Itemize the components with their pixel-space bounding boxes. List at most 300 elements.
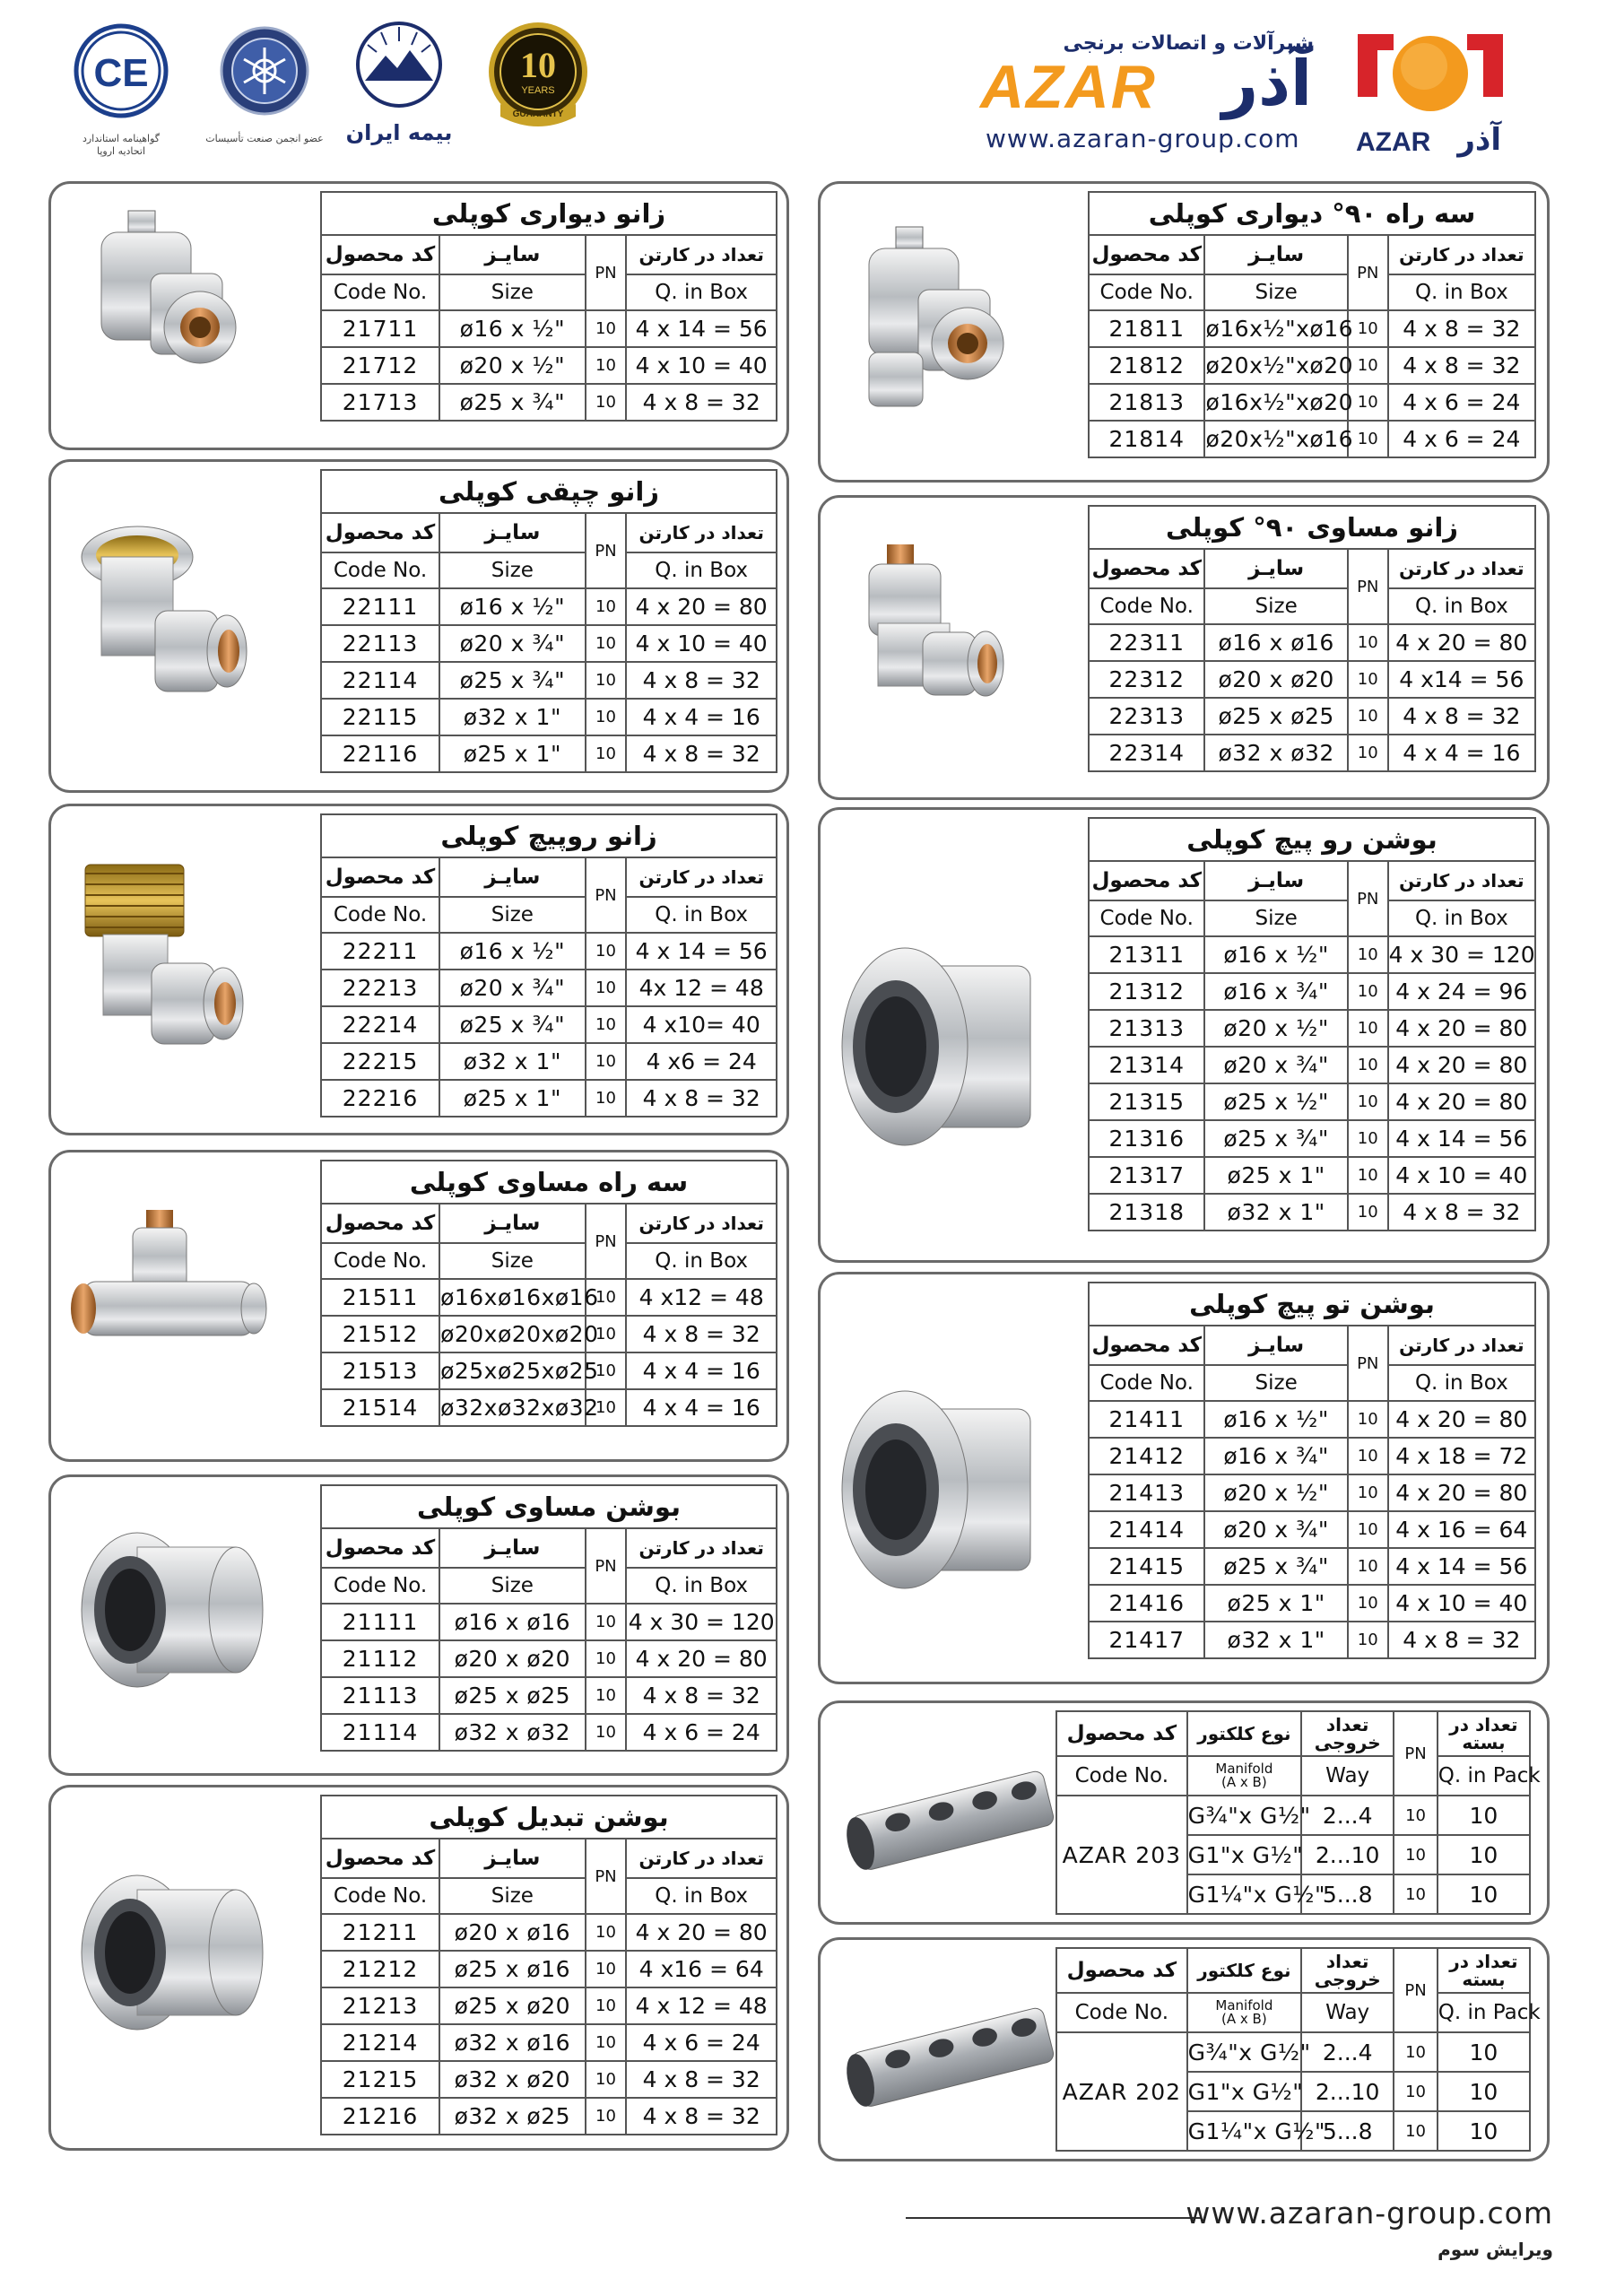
header-code-fa: کد محصول xyxy=(1089,1326,1204,1365)
size-cell: ø32 x 1" xyxy=(1204,1194,1347,1231)
box-cell: 4 x 20 = 80 xyxy=(1388,624,1535,661)
manifold-type-cell: G1"x G½" xyxy=(1187,1835,1301,1874)
header-code-en: Code No. xyxy=(321,552,439,588)
header-size-fa: سایـز xyxy=(439,857,586,897)
pn-cell: 10 xyxy=(1348,735,1388,771)
header-code-fa: کد محصول xyxy=(321,1528,439,1568)
pn-cell: 10 xyxy=(1348,421,1388,457)
header-outlets-en: Way xyxy=(1301,1993,1394,2032)
product-title: بوشن تو پیچ کوپلی xyxy=(1089,1283,1535,1326)
size-cell: ø20x½"xø20 xyxy=(1204,347,1347,384)
table-row xyxy=(1089,1622,1535,1658)
code-cell: 21412 xyxy=(1089,1438,1204,1474)
size-cell: ø25 x ¾" xyxy=(439,384,586,421)
pn-cell: 10 xyxy=(1348,1548,1388,1585)
table-row xyxy=(1089,1047,1535,1083)
product-photo-icon xyxy=(833,534,1048,770)
header-box-fa: تعداد در کارتن xyxy=(1388,1326,1535,1365)
manifold-panel xyxy=(818,1700,1550,1925)
code-cell: 21711 xyxy=(321,310,439,347)
pn-cell: 10 xyxy=(1348,661,1388,698)
size-cell: ø32 x ø20 xyxy=(439,2061,586,2098)
table-row xyxy=(1089,1474,1535,1511)
sun-logo-icon xyxy=(1354,27,1507,126)
size-cell: ø25 x ¾" xyxy=(439,662,586,699)
table-row xyxy=(321,1987,777,2024)
code-cell: 22114 xyxy=(321,662,439,699)
code-cell: 22214 xyxy=(321,1006,439,1043)
way-cell: 2...4 xyxy=(1301,2032,1394,2072)
table-row xyxy=(321,699,777,735)
table-row xyxy=(321,2061,777,2098)
box-cell: 4 x 20 = 80 xyxy=(626,588,777,625)
box-cell: 4x 12 = 48 xyxy=(626,970,777,1006)
code-cell: 21411 xyxy=(1089,1401,1204,1438)
header-size-fa: سایـز xyxy=(439,1204,586,1243)
pn-cell: 10 xyxy=(1348,1622,1388,1658)
table-row xyxy=(1089,1585,1535,1622)
manifold-code: AZAR 202 xyxy=(1056,2032,1187,2151)
pn-cell: 10 xyxy=(586,1279,627,1316)
box-cell: 4 x 10 = 40 xyxy=(1388,1157,1535,1194)
header-code-fa: کد محصول xyxy=(1056,1948,1187,1993)
code-cell: 21112 xyxy=(321,1640,439,1677)
code-cell: 21216 xyxy=(321,2098,439,2135)
product-title: زانو روپیچ کوپلی xyxy=(321,814,777,857)
pn-cell: 10 xyxy=(586,2024,627,2061)
header-box-fa: تعداد در کارتن xyxy=(626,1204,777,1243)
table-row xyxy=(1089,1548,1535,1585)
table-row xyxy=(1056,2032,1530,2072)
header-box-fa: تعداد در کارتن xyxy=(626,1528,777,1568)
product-panel xyxy=(48,1474,789,1776)
header-size-en: Size xyxy=(439,897,586,933)
pn-cell: 10 xyxy=(586,310,627,347)
header-pn: PN xyxy=(586,235,627,310)
code-cell: 21417 xyxy=(1089,1622,1204,1658)
code-cell: 21712 xyxy=(321,347,439,384)
box-cell: 4 x 24 = 96 xyxy=(1388,973,1535,1010)
pn-cell: 10 xyxy=(1348,1511,1388,1548)
spec-table xyxy=(1088,505,1536,772)
table-row xyxy=(321,1714,777,1751)
code-cell: 21213 xyxy=(321,1987,439,2024)
header-pack-en: Q. in Pack xyxy=(1438,1756,1530,1796)
product-title: بوشن رو پیچ کوپلی xyxy=(1089,818,1535,861)
box-cell: 4 x6 = 24 xyxy=(626,1043,777,1080)
header-size-en: Size xyxy=(439,1568,586,1604)
product-photo-icon xyxy=(65,1511,281,1748)
brand-latin: AZAR xyxy=(980,53,1157,121)
table-row xyxy=(1089,735,1535,771)
way-cell: 2...10 xyxy=(1301,1835,1394,1874)
table-row xyxy=(1089,936,1535,973)
header-size-en: Size xyxy=(1204,274,1347,310)
pn-cell: 10 xyxy=(586,735,627,772)
size-cell: ø25 x ø25 xyxy=(439,1677,586,1714)
box-cell: 4 x14 = 56 xyxy=(1388,661,1535,698)
pn-cell: 10 xyxy=(1348,1474,1388,1511)
code-cell: 22116 xyxy=(321,735,439,772)
pn-cell: 10 xyxy=(1348,698,1388,735)
box-cell: 4 x 6 = 24 xyxy=(1388,384,1535,421)
size-cell: ø16 x ½" xyxy=(1204,1401,1347,1438)
brand-persian: آذر xyxy=(1221,47,1312,120)
code-cell: 21513 xyxy=(321,1352,439,1389)
table-row xyxy=(321,347,777,384)
header-pn: PN xyxy=(1348,549,1388,624)
ce-caption-line-1: گواهینامه استاندارد xyxy=(82,133,161,144)
header-size-en: Size xyxy=(439,1878,586,1914)
product-title: سه راه ۹۰° دیواری کوپلی xyxy=(1089,192,1535,235)
header-box-fa: تعداد در کارتن xyxy=(626,1839,777,1878)
header-box-en: Q. in Box xyxy=(626,1878,777,1914)
brand-url: www.azaran-group.com xyxy=(986,124,1300,153)
box-cell: 4 x 4 = 16 xyxy=(626,699,777,735)
size-cell: ø25 x 1" xyxy=(1204,1585,1347,1622)
table-row xyxy=(1089,973,1535,1010)
code-cell: 21316 xyxy=(1089,1120,1204,1157)
size-cell: ø20 x ¾" xyxy=(439,970,586,1006)
table-row xyxy=(321,933,777,970)
header-size-fa: سایـز xyxy=(439,513,586,552)
box-cell: 4 x 4 = 16 xyxy=(1388,735,1535,771)
association-badge xyxy=(197,18,332,145)
manifold-type-cell: G1¼"x G½" xyxy=(1187,2111,1301,2151)
pn-cell: 10 xyxy=(586,1043,627,1080)
code-cell: 21317 xyxy=(1089,1157,1204,1194)
size-cell: ø20 x ½" xyxy=(1204,1474,1347,1511)
footer-rule xyxy=(906,2217,1202,2219)
table-row xyxy=(321,1951,777,1987)
pn-cell: 10 xyxy=(1348,1083,1388,1120)
code-cell: 21111 xyxy=(321,1604,439,1640)
table-row xyxy=(1056,1796,1530,1835)
product-title: سه راه مساوی کوپلی xyxy=(321,1161,777,1204)
table-row xyxy=(321,2098,777,2135)
table-row xyxy=(1089,1194,1535,1231)
product-panel xyxy=(48,1150,789,1462)
product-photo-icon xyxy=(833,218,1048,455)
header-box-en: Q. in Box xyxy=(626,274,777,310)
spec-table xyxy=(320,813,777,1118)
table-row xyxy=(1089,1438,1535,1474)
code-cell: 22115 xyxy=(321,699,439,735)
box-cell: 4 x 8 = 32 xyxy=(626,384,777,421)
footer-url: www.azaran-group.com xyxy=(1186,2196,1553,2231)
pn-cell: 10 xyxy=(1394,1874,1438,1914)
header-code-fa: کد محصول xyxy=(321,235,439,274)
table-row xyxy=(321,735,777,772)
pn-cell: 10 xyxy=(1348,1401,1388,1438)
header-size-en: Size xyxy=(439,1243,586,1279)
spec-table xyxy=(320,1484,777,1752)
size-cell: ø25 x 1" xyxy=(439,1080,586,1117)
guarantee-word: GUARANTY xyxy=(512,109,564,119)
box-cell: 4 x 16 = 64 xyxy=(1388,1511,1535,1548)
code-cell: 21211 xyxy=(321,1914,439,1951)
box-cell: 4 x 14 = 56 xyxy=(1388,1548,1535,1585)
size-cell: ø32 x ø32 xyxy=(1204,735,1347,771)
size-cell: ø16x½"xø20 xyxy=(1204,384,1347,421)
box-cell: 4 x 6 = 24 xyxy=(626,1714,777,1751)
header-size-fa: سایـز xyxy=(439,235,586,274)
pn-cell: 10 xyxy=(586,1914,627,1951)
box-cell: 4 x 20 = 80 xyxy=(1388,1010,1535,1047)
product-panel xyxy=(818,807,1550,1263)
table-row xyxy=(321,1352,777,1389)
header-manifold-en xyxy=(1187,1756,1301,1796)
header-pn: PN xyxy=(586,1204,627,1279)
table-row xyxy=(321,1316,777,1352)
code-cell: 21113 xyxy=(321,1677,439,1714)
box-cell: 4 x 8 = 32 xyxy=(626,662,777,699)
table-row xyxy=(321,1604,777,1640)
code-cell: 22312 xyxy=(1089,661,1204,698)
code-cell: 21812 xyxy=(1089,347,1204,384)
size-cell: ø25 x ¾" xyxy=(1204,1548,1347,1585)
product-photo-icon xyxy=(65,1192,281,1429)
header-code-en: Code No. xyxy=(1089,1365,1204,1401)
guarantee-years: YEARS xyxy=(521,85,555,96)
header-code-en: Code No. xyxy=(1089,900,1204,936)
table-row xyxy=(321,970,777,1006)
product-title: زانو دیواری کوپلی xyxy=(321,192,777,235)
header-size-en: Size xyxy=(1204,588,1347,624)
code-cell: 21114 xyxy=(321,1714,439,1751)
box-cell: 4 x 8 = 32 xyxy=(626,2061,777,2098)
product-photo-icon xyxy=(65,856,281,1092)
table-row xyxy=(1089,421,1535,457)
pn-cell: 10 xyxy=(586,1080,627,1117)
size-cell: ø20 x ¾" xyxy=(439,625,586,662)
header-code-en: Code No. xyxy=(1089,588,1204,624)
spec-table xyxy=(1088,191,1536,458)
product-title: زانو مساوی ۹۰° کوپلی xyxy=(1089,506,1535,549)
size-cell: ø25 x ø20 xyxy=(439,1987,586,2024)
header-size-fa: سایـز xyxy=(439,1839,586,1878)
pn-cell: 10 xyxy=(586,1352,627,1389)
manifold-photo-icon xyxy=(835,1721,1068,1913)
box-cell: 4 x 10 = 40 xyxy=(626,625,777,662)
size-cell: ø20 x ¾" xyxy=(1204,1047,1347,1083)
table-row xyxy=(321,1043,777,1080)
code-cell: 21212 xyxy=(321,1951,439,1987)
header-code-en: Code No. xyxy=(321,1878,439,1914)
manifold-table xyxy=(1055,1710,1541,1915)
pn-cell: 10 xyxy=(586,933,627,970)
header-pn: PN xyxy=(1348,1326,1388,1401)
code-cell: 21811 xyxy=(1089,310,1204,347)
footer-edition: ویرایش سوم xyxy=(1438,2239,1553,2260)
product-panel xyxy=(48,1785,789,2151)
manifold-axb: (A x B) xyxy=(1221,1774,1267,1790)
header-size-en: Size xyxy=(439,274,586,310)
header-pn: PN xyxy=(586,1528,627,1604)
pn-cell: 10 xyxy=(1348,624,1388,661)
header-code-fa: کد محصول xyxy=(1056,1711,1187,1756)
product-panel xyxy=(48,459,789,793)
code-cell: 22213 xyxy=(321,970,439,1006)
size-cell: ø20 x ø20 xyxy=(439,1640,586,1677)
pn-cell: 10 xyxy=(586,1604,627,1640)
table-row xyxy=(321,662,777,699)
code-cell: 21414 xyxy=(1089,1511,1204,1548)
size-cell: ø32xø32xø32 xyxy=(439,1389,586,1426)
box-cell: 4 x 14 = 56 xyxy=(626,310,777,347)
header-pn: PN xyxy=(1348,235,1388,310)
header-code-fa: کد محصول xyxy=(321,857,439,897)
code-cell: 22216 xyxy=(321,1080,439,1117)
header-code-fa: کد محصول xyxy=(321,1204,439,1243)
pn-cell: 10 xyxy=(586,1316,627,1352)
box-cell: 4 x12 = 48 xyxy=(626,1279,777,1316)
table-row xyxy=(321,1279,777,1316)
table-row xyxy=(321,1914,777,1951)
guarantee-number: 10 xyxy=(520,45,556,85)
manifold-type-cell: G¾"x G½" xyxy=(1187,2032,1301,2072)
size-cell: ø16 x ¾" xyxy=(1204,973,1347,1010)
code-cell: 22113 xyxy=(321,625,439,662)
size-cell: ø25 x ¾" xyxy=(439,1006,586,1043)
product-panel xyxy=(818,495,1550,800)
pn-cell: 10 xyxy=(1348,1585,1388,1622)
logo-persian: آذر xyxy=(1457,122,1501,158)
pack-cell: 10 xyxy=(1438,2072,1530,2111)
header-pn: PN xyxy=(586,1839,627,1914)
box-cell: 4 x 8 = 32 xyxy=(626,1080,777,1117)
table-row xyxy=(321,588,777,625)
header-outlets-fa: تعداد خروجی xyxy=(1301,1711,1394,1756)
pn-cell: 10 xyxy=(1348,973,1388,1010)
header-size-en: Size xyxy=(1204,900,1347,936)
header-size-fa: سایـز xyxy=(1204,1326,1347,1365)
ce-badge xyxy=(63,18,179,158)
brand-block xyxy=(973,32,1323,158)
header-pn: PN xyxy=(1348,861,1388,936)
product-photo-icon xyxy=(833,1364,1048,1601)
table-row xyxy=(321,310,777,347)
size-cell: ø32 x ø16 xyxy=(439,2024,586,2061)
pn-cell: 10 xyxy=(1394,1796,1438,1835)
pn-cell: 10 xyxy=(586,625,627,662)
guarantee-seal-icon xyxy=(484,18,592,135)
pn-cell: 10 xyxy=(586,1987,627,2024)
header-code-en: Code No. xyxy=(321,897,439,933)
size-cell: ø32 x ø32 xyxy=(439,1714,586,1751)
manifold-type-cell: G¾"x G½" xyxy=(1187,1796,1301,1835)
pack-cell: 10 xyxy=(1438,1835,1530,1874)
spec-table xyxy=(1088,1282,1536,1659)
pn-cell: 10 xyxy=(586,1389,627,1426)
pn-cell: 10 xyxy=(586,2098,627,2135)
box-cell: 4 x 8 = 32 xyxy=(626,735,777,772)
box-cell: 4 x 20 = 80 xyxy=(1388,1047,1535,1083)
header-pn: PN xyxy=(586,857,627,933)
spec-table xyxy=(1088,817,1536,1231)
association-seal-icon xyxy=(197,18,332,124)
header-outlets-fa: تعداد خروجی xyxy=(1301,1948,1394,1993)
size-cell: ø20 x ø20 xyxy=(1204,661,1347,698)
header-pn: PN xyxy=(1394,1711,1438,1796)
pn-cell: 10 xyxy=(1394,2072,1438,2111)
header-manifold-en xyxy=(1187,1993,1301,2032)
ce-caption-line-2: اتحادیه اروپا xyxy=(96,145,146,157)
pn-cell: 10 xyxy=(1394,1835,1438,1874)
manifold-photo-icon xyxy=(835,1958,1068,2150)
header-box-fa: تعداد در کارتن xyxy=(626,857,777,897)
size-cell: ø32 x ø25 xyxy=(439,2098,586,2135)
code-cell: 21215 xyxy=(321,2061,439,2098)
header-code-en: Code No. xyxy=(321,1568,439,1604)
product-title: بوشن تبدیل کوپلی xyxy=(321,1796,777,1839)
product-photo-icon xyxy=(65,202,281,439)
box-cell: 4 x 30 = 120 xyxy=(626,1604,777,1640)
pn-cell: 10 xyxy=(1348,1010,1388,1047)
code-cell: 21813 xyxy=(1089,384,1204,421)
header-size-fa: سایـز xyxy=(1204,861,1347,900)
header-pack-fa: تعداد در بسته xyxy=(1438,1711,1530,1756)
box-cell: 4 x 8 = 32 xyxy=(626,1677,777,1714)
company-logo xyxy=(1354,27,1507,161)
header-code-fa: کد محصول xyxy=(321,1839,439,1878)
spec-table xyxy=(320,1795,777,2135)
box-cell: 4 x 20 = 80 xyxy=(1388,1083,1535,1120)
pn-cell: 10 xyxy=(586,1640,627,1677)
box-cell: 4 x 10 = 40 xyxy=(626,347,777,384)
size-cell: ø16 x ½" xyxy=(1204,936,1347,973)
code-cell: 21318 xyxy=(1089,1194,1204,1231)
pn-cell: 10 xyxy=(1348,310,1388,347)
pn-cell: 10 xyxy=(1348,1047,1388,1083)
product-panel xyxy=(818,181,1550,483)
size-cell: ø16 x ø16 xyxy=(439,1604,586,1640)
size-cell: ø20 x ½" xyxy=(1204,1010,1347,1047)
table-row xyxy=(321,625,777,662)
pn-cell: 10 xyxy=(586,347,627,384)
code-cell: 21713 xyxy=(321,384,439,421)
code-cell: 21314 xyxy=(1089,1047,1204,1083)
pn-cell: 10 xyxy=(1394,2111,1438,2151)
product-title: بوشن مساوی کوپلی xyxy=(321,1485,777,1528)
size-cell: ø20 x ¾" xyxy=(1204,1511,1347,1548)
spec-table xyxy=(320,469,777,773)
code-cell: 21313 xyxy=(1089,1010,1204,1047)
size-cell: ø25 x ø25 xyxy=(1204,698,1347,735)
product-photo-icon xyxy=(65,1854,281,2091)
pn-cell: 10 xyxy=(586,1951,627,1987)
code-cell: 22314 xyxy=(1089,735,1204,771)
code-cell: 21311 xyxy=(1089,936,1204,973)
header-size-fa: سایـز xyxy=(1204,549,1347,588)
box-cell: 4 x 10 = 40 xyxy=(1388,1585,1535,1622)
box-cell: 4 x 30 = 120 xyxy=(1388,936,1535,973)
code-cell: 22215 xyxy=(321,1043,439,1080)
size-cell: ø16xø16xø16 xyxy=(439,1279,586,1316)
header-manifold-fa: نوع کلکتور xyxy=(1187,1711,1301,1756)
pn-cell: 10 xyxy=(586,970,627,1006)
table-row xyxy=(1089,310,1535,347)
box-cell: 4 x 8 = 32 xyxy=(626,2098,777,2135)
box-cell: 4 x 20 = 80 xyxy=(626,1914,777,1951)
box-cell: 4 x 14 = 56 xyxy=(626,933,777,970)
header-size-fa: سایـز xyxy=(439,1528,586,1568)
size-cell: ø25 x 1" xyxy=(1204,1157,1347,1194)
header-box-fa: تعداد در کارتن xyxy=(1388,861,1535,900)
product-title: زانو چپقی کوپلی xyxy=(321,470,777,513)
header-outlets-en: Way xyxy=(1301,1756,1394,1796)
box-cell: 4 x 6 = 24 xyxy=(1388,421,1535,457)
